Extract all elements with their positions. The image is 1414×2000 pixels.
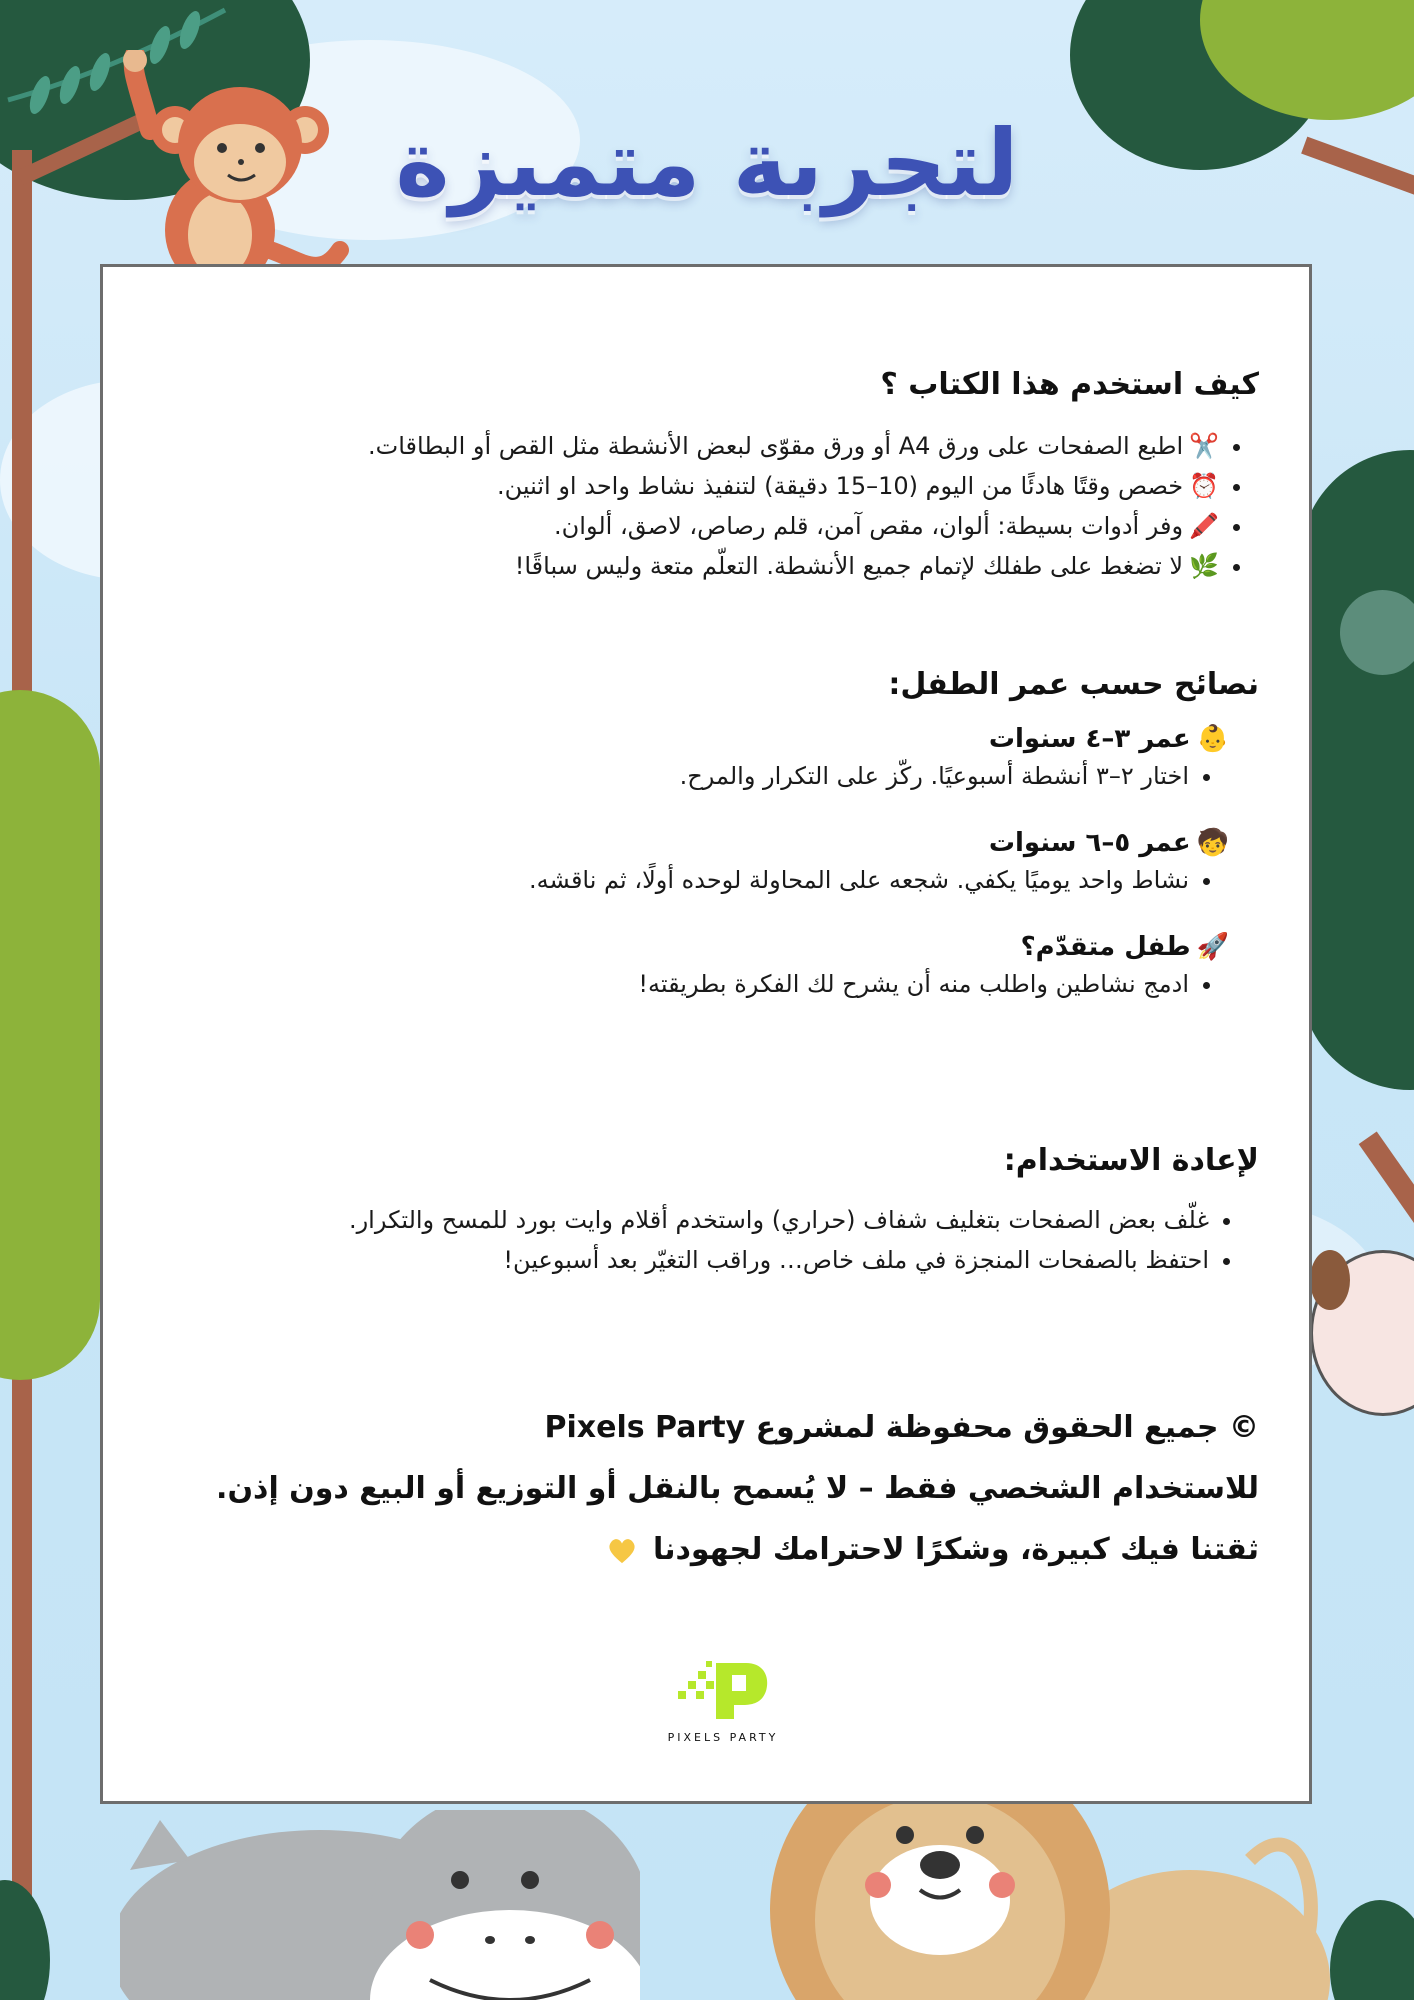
- age-group-title: عمر ٣–٤ سنوات: [988, 724, 1191, 754]
- rocket-icon: 🚀: [1196, 932, 1229, 962]
- pixels-party-logo-icon: [668, 1657, 778, 1725]
- age-tips-section: [159, 667, 1259, 1004]
- baby-face-icon: 👶: [1196, 724, 1229, 754]
- hippo-icon: [120, 1810, 640, 2000]
- page-title: لتجربة متميزة: [395, 110, 1019, 217]
- reuse-section: [159, 1143, 1259, 1280]
- lion-icon: [770, 1780, 1330, 2000]
- age-group: [159, 724, 1259, 796]
- usage-line: للاستخدام الشخصي فقط – لا يُسمح بالنقل أو التوزيع أو البيع دون إذن.: [216, 1471, 1259, 1506]
- age-group-title: طفل متقدّم؟: [1020, 932, 1191, 962]
- child-face-icon: 🧒: [1196, 828, 1229, 858]
- list-item: • غلّف بعض الصفحات بتغليف شفاف (حراري) واستخدم أقلام وايت بورد للمسح والتكرار.: [159, 1200, 1209, 1240]
- age-group: [159, 828, 1259, 900]
- plant-icon: 🌿: [1189, 552, 1219, 580]
- yellow-heart-icon: [607, 1537, 637, 1565]
- alarm-clock-icon: ⏰: [1189, 472, 1219, 500]
- section-heading: كيف استخدم هذا الكتاب ؟: [880, 367, 1259, 402]
- thanks-line: ثقتنا فيك كبيرة، وشكرًا لاحترامك لجهودنا: [139, 1519, 1259, 1580]
- list-item: • 🌿لا تضغط على طفلك لإتمام جميع الأنشطة. التعلّم متعة وليس سباقًا!: [159, 546, 1219, 586]
- list-item: • ✂️اطبع الصفحات على ورق A4 أو ورق مقوّى لبعض الأنشطة مثل القص أو البطاقات.: [159, 426, 1219, 466]
- list-item: • ⏰خصص وقتًا هادئًا من اليوم (10–15 دقيقة) لتنفيذ نشاط واحد او اثنين.: [159, 466, 1219, 506]
- section-heading: لإعادة الاستخدام:: [1003, 1143, 1259, 1178]
- logo-text: PIXELS PARTY: [667, 1731, 779, 1744]
- pencil-icon: 🖍️: [1189, 512, 1219, 540]
- how-to-list: [159, 426, 1259, 586]
- list-item: • ادمج نشاطين واطلب منه أن يشرح لك الفكرة بطريقته!: [159, 964, 1189, 1004]
- age-group: [159, 932, 1259, 1004]
- section-heading: نصائح حسب عمر الطفل:: [888, 667, 1259, 702]
- age-group-title: عمر ٥–٦ سنوات: [988, 828, 1191, 858]
- scissors-icon: ✂️: [1189, 432, 1219, 460]
- list-item: • اختار ٢–٣ أنشطة أسبوعيًا. ركّز على التكرار والمرح.: [159, 756, 1189, 796]
- content-card: [100, 264, 1312, 1804]
- list-item: • احتفظ بالصفحات المنجزة في ملف خاص… وراقب التغيّر بعد أسبوعين!: [159, 1240, 1209, 1280]
- pixels-party-logo: [663, 1657, 783, 1744]
- copyright-line: © جميع الحقوق محفوظة لمشروع Pixels Party: [544, 1410, 1259, 1445]
- copyright-notice: [139, 1397, 1259, 1580]
- list-item: • 🖍️وفر أدوات بسيطة: ألوان، مقص آمن، قلم رصاص، لاصق، ألوان.: [159, 506, 1219, 546]
- list-item: • نشاط واحد يوميًا يكفي. شجعه على المحاولة لوحده أولًا، ثم ناقشه.: [159, 860, 1189, 900]
- how-to-section: [159, 367, 1259, 586]
